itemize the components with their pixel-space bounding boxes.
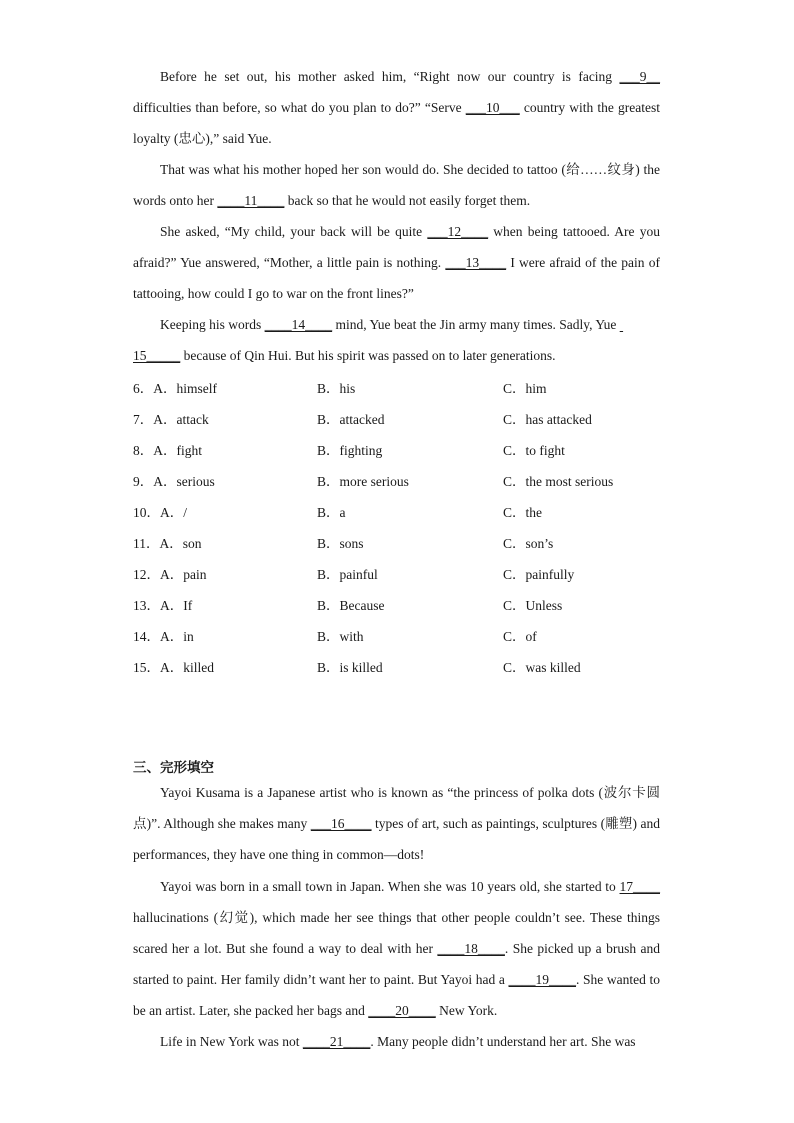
option-b [317, 528, 364, 559]
blank-15: 15_____ [133, 348, 181, 363]
question-number: 6． [133, 381, 154, 396]
blank-20: ____20____ [368, 1003, 436, 1018]
option-a [133, 404, 209, 435]
blank-13: ___13____ [445, 255, 507, 270]
passage-paragraph: Yayoi Kusama is a Japanese artist who is known as “the princess of polka dots (波尔卡圆点)”. Although she makes many ___16____ types of art, such as paintings, sculptures (雕塑) and performances, they have one thing in common—dots! [133, 785, 660, 862]
option-c [503, 373, 547, 404]
option-text: B．painful [317, 567, 378, 582]
passage-paragraph: Yayoi was born in a small town in Japan. When she was 10 years old, she started to 17____ hallucinations (幻觉), which made her see things that other people couldn’t see. These things scared her a lot. But she found a way to deal with her ____18____. She picked up a brush and started to paint. Her family didn’t want her to paint. But Yayoi had a ____19____. She wanted to be an artist. Later, she packed her bags and ____20____ New York. [133, 879, 660, 1018]
option-b [317, 652, 383, 683]
option-text: A．himself [153, 381, 217, 396]
blank-16: ___16____ [310, 816, 372, 831]
option-c [503, 404, 592, 435]
option-text: A．attack [153, 412, 209, 427]
blank-11: ____11____ [217, 193, 285, 208]
passage-paragraph: Life in New York was not ____21____. Many people didn’t understand her art. She was [160, 1034, 636, 1049]
option-a [133, 559, 207, 590]
option-b [317, 590, 384, 621]
option-b [317, 559, 378, 590]
blank-17: 17____ [619, 879, 660, 894]
option-a [133, 466, 215, 497]
question-number: 15． [133, 660, 160, 675]
blank-18: ____18____ [437, 941, 505, 956]
option-row [133, 404, 673, 435]
blank-9: ___9__ [619, 69, 660, 84]
option-a [133, 497, 187, 528]
option-a [133, 373, 217, 404]
option-text: B．his [317, 381, 356, 396]
question-number: 7． [133, 412, 154, 427]
option-b [317, 497, 346, 528]
option-text: B．sons [317, 536, 364, 551]
option-row [133, 435, 673, 466]
option-text: A．in [160, 629, 194, 644]
option-row [133, 373, 673, 404]
question-number: 13． [133, 598, 160, 613]
option-c [503, 466, 613, 497]
option-text: C．has attacked [503, 412, 592, 427]
passage-paragraph: That was what his mother hoped her son would do. She decided to tattoo (给……纹身) the words onto her ____11____ back so that he would not easily forget them. [133, 162, 660, 208]
option-c [503, 559, 574, 590]
question-number: 11． [133, 536, 160, 551]
question-number: 10． [133, 505, 160, 520]
option-row [133, 528, 673, 559]
option-row [133, 497, 673, 528]
blank-12: ___12____ [427, 224, 489, 239]
option-c [503, 497, 542, 528]
option-text: A．If [160, 598, 193, 613]
option-c [503, 590, 562, 621]
option-c [503, 621, 537, 652]
question-number: 8． [133, 443, 154, 458]
option-text: B．is killed [317, 660, 383, 675]
option-b [317, 373, 355, 404]
option-row [133, 590, 673, 621]
passage-paragraph: Keeping his words ____14____ mind, Yue beat the Jin army many times. Sadly, Yue 15_____ because of Qin Hui. But his spirit was passed on to later generations. [133, 309, 660, 371]
blank-10: ___10___ [465, 100, 520, 115]
option-c [503, 435, 565, 466]
option-text: C．son’s [503, 536, 554, 551]
option-text: C．the [503, 505, 542, 520]
question-number: 9． [133, 474, 154, 489]
option-b [317, 435, 382, 466]
option-text: B．with [317, 629, 364, 644]
option-b [317, 404, 384, 435]
option-row [133, 559, 673, 590]
option-text: B．Because [317, 598, 385, 613]
section-title: 三、完形填空 [133, 760, 214, 775]
option-text: C．of [503, 629, 537, 644]
question-number: 12． [133, 567, 160, 582]
option-text: C．painfully [503, 567, 575, 582]
option-a [133, 621, 194, 652]
passage-paragraph: She asked, “My child, your back will be quite ___12____ when being tattooed. Are you afraid?” Yue answered, “Mother, a little pain is nothing. ___13____ I were afraid of the pain of tattooing, how could I go to war on the front lines?” [133, 224, 660, 301]
option-a [133, 652, 214, 683]
option-text: C．the most serious [503, 474, 614, 489]
option-row [133, 466, 673, 497]
option-b [317, 621, 364, 652]
option-b [317, 466, 409, 497]
option-c [503, 652, 581, 683]
passage-paragraph: Before he set out, his mother asked him, “Right now our country is facing ___9__ difficulties than before, so what do you plan to do?” “Serve ___10___ country with the greatest loyalty (忠心),” said Yue. [133, 69, 660, 146]
option-text: B．a [317, 505, 346, 520]
option-a [133, 590, 192, 621]
option-a [133, 528, 202, 559]
question-number: 14． [133, 629, 160, 644]
option-text: A．killed [160, 660, 214, 675]
option-text: A．serious [153, 474, 215, 489]
option-text: C．him [503, 381, 547, 396]
blank-21: ____21____ [302, 1034, 371, 1049]
option-c [503, 528, 553, 559]
option-a [133, 435, 202, 466]
option-text: A．son [159, 536, 202, 551]
option-text: B．fighting [317, 443, 383, 458]
option-text: A．fight [153, 443, 202, 458]
option-text: C．was killed [503, 660, 581, 675]
option-row [133, 621, 673, 652]
option-text: A．pain [160, 567, 207, 582]
blank-19: ____19____ [508, 972, 577, 987]
option-row [133, 652, 673, 683]
option-text: C．Unless [503, 598, 563, 613]
option-text: C．to fight [503, 443, 565, 458]
blank-14: ____14____ [264, 317, 333, 332]
option-text: B．attacked [317, 412, 385, 427]
option-text: B．more serious [317, 474, 409, 489]
option-text: A．/ [160, 505, 187, 520]
